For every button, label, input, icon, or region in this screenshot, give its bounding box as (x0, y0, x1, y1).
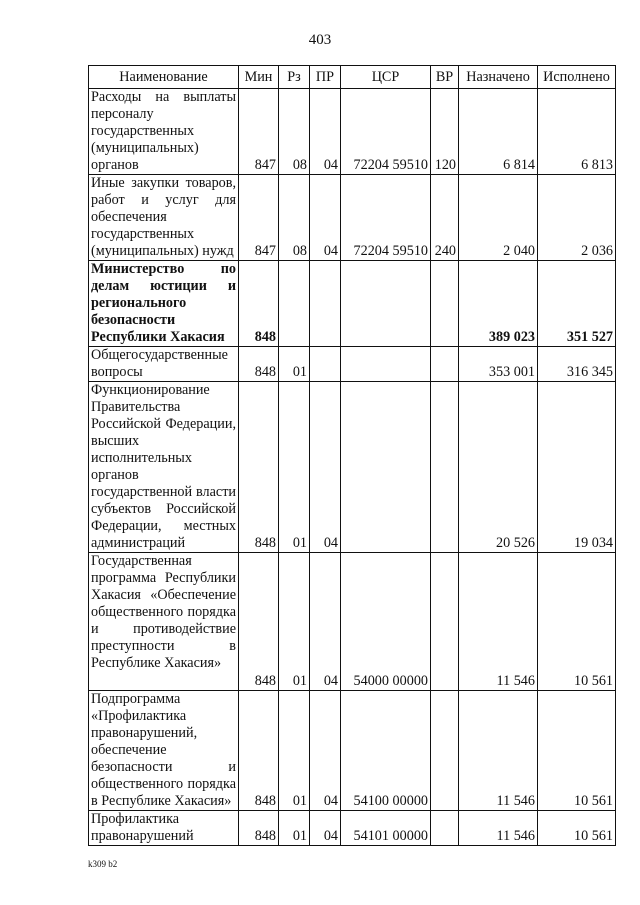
row-csr (341, 261, 431, 347)
row-vr (431, 691, 459, 811)
row-name: Профилактика правонарушений (89, 811, 239, 846)
row-csr: 54000 00000 (341, 553, 431, 691)
table-header-row (89, 66, 616, 89)
table-row (89, 89, 616, 175)
row-min: 847 (239, 89, 279, 175)
table-row (89, 175, 616, 261)
row-executed: 316 345 (538, 347, 616, 382)
page-number: 403 (308, 32, 332, 48)
row-min: 848 (239, 261, 279, 347)
row-executed: 6 813 (538, 89, 616, 175)
row-min: 848 (239, 691, 279, 811)
table-row (89, 261, 616, 347)
row-name: Подпрограмма «Профилактика правонарушений, обеспечение безопасности и общественного порядка в Республике Хакасия» (89, 691, 239, 811)
row-vr (431, 261, 459, 347)
row-csr: 54101 00000 (341, 811, 431, 846)
row-pr (310, 347, 341, 382)
table-row (89, 811, 616, 846)
row-pr (310, 261, 341, 347)
row-csr (341, 347, 431, 382)
row-csr: 54100 00000 (341, 691, 431, 811)
row-executed: 351 527 (538, 261, 616, 347)
header-assigned: Назначено (459, 66, 538, 89)
row-assigned: 2 040 (459, 175, 538, 261)
row-pr: 04 (310, 811, 341, 846)
row-rz: 08 (279, 89, 310, 175)
header-csr: ЦСР (341, 66, 431, 89)
row-rz: 01 (279, 553, 310, 691)
row-vr (431, 382, 459, 553)
row-csr: 72204 59510 (341, 89, 431, 175)
row-rz: 08 (279, 175, 310, 261)
header-name: Наименование (89, 66, 239, 89)
row-executed: 10 561 (538, 691, 616, 811)
table-row (89, 347, 616, 382)
footer-code: k309 b2 (88, 859, 118, 869)
row-pr: 04 (310, 553, 341, 691)
row-assigned: 353 001 (459, 347, 538, 382)
row-min: 848 (239, 347, 279, 382)
row-rz: 01 (279, 382, 310, 553)
row-name: Государственная программа Республики Хакасия «Обеспечение общественного порядка и противодействие преступности в Республике Хакасия» (89, 553, 239, 691)
row-min: 847 (239, 175, 279, 261)
row-pr: 04 (310, 89, 341, 175)
row-vr (431, 347, 459, 382)
row-rz: 01 (279, 691, 310, 811)
header-pr: ПР (310, 66, 341, 89)
header-rz: Рз (279, 66, 310, 89)
row-csr (341, 382, 431, 553)
table-row (89, 691, 616, 811)
row-rz: 01 (279, 347, 310, 382)
row-executed: 19 034 (538, 382, 616, 553)
row-name: Иные закупки товаров, работ и услуг для обеспечения государственных (муниципальных) нужд (89, 175, 239, 261)
row-vr (431, 553, 459, 691)
row-assigned: 11 546 (459, 811, 538, 846)
row-rz: 01 (279, 811, 310, 846)
row-name: Функционирование Правительства Российской Федерации, высших исполнительных органов государственной власти субъектов Российской Федерации, местных администраций (89, 382, 239, 553)
row-executed: 2 036 (538, 175, 616, 261)
row-vr: 240 (431, 175, 459, 261)
row-min: 848 (239, 553, 279, 691)
header-vr: ВР (431, 66, 459, 89)
row-name: Министерство по делам юстиции и регионального безопасности Республики Хакасия (89, 261, 239, 347)
row-assigned: 6 814 (459, 89, 538, 175)
row-csr: 72204 59510 (341, 175, 431, 261)
row-assigned: 11 546 (459, 691, 538, 811)
row-min: 848 (239, 811, 279, 846)
row-executed: 10 561 (538, 553, 616, 691)
row-assigned: 389 023 (459, 261, 538, 347)
row-assigned: 11 546 (459, 553, 538, 691)
row-min: 848 (239, 382, 279, 553)
table-row (89, 382, 616, 553)
row-assigned: 20 526 (459, 382, 538, 553)
row-executed: 10 561 (538, 811, 616, 846)
row-pr: 04 (310, 175, 341, 261)
row-pr: 04 (310, 382, 341, 553)
row-rz (279, 261, 310, 347)
row-name: Общегосударственные вопросы (89, 347, 239, 382)
table-row (89, 553, 616, 691)
budget-table (88, 65, 616, 846)
header-min: Мин (239, 66, 279, 89)
row-name: Расходы на выплаты персоналу государственных (муниципальных) органов (89, 89, 239, 175)
row-pr: 04 (310, 691, 341, 811)
row-vr (431, 811, 459, 846)
header-executed: Исполнено (538, 66, 616, 89)
row-vr: 120 (431, 89, 459, 175)
